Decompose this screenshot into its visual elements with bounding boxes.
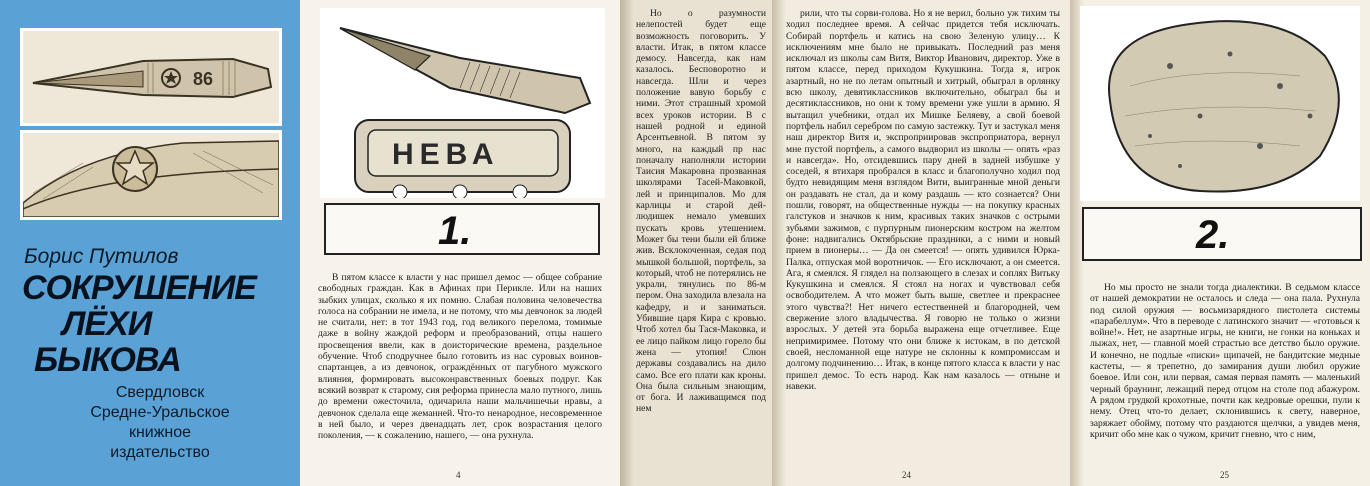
gutter-shadow <box>620 0 634 486</box>
book-page-middle <box>620 0 772 486</box>
potato-drawing-icon <box>1080 6 1360 201</box>
page-middle-body-text <box>636 8 766 470</box>
pen-nib-drawing-icon <box>320 8 605 198</box>
page-left-body-text <box>318 272 602 470</box>
cover-title-line: СОКРУШЕНИЕ <box>22 269 256 307</box>
cover-publisher <box>40 383 280 463</box>
svg-text:НЕВА: НЕВА <box>392 138 500 171</box>
page-number: 25 <box>1220 470 1229 480</box>
figure-potato-illustration <box>1080 6 1360 201</box>
book-cover <box>0 0 300 486</box>
paragraph: рили, что ты сорви-голова. Но я не верил, больно уж тихим ты ходил последнее время. А сейчас придется тебя исключать. Собирай портфель и катись на свою Зеленую улицу… К исключениям мне было не привыкать. Последний раз меня исключал из школы сам Витя, Виктор Иванович, директор. Уже в пятом классе, перед приходом Кукушкина. Тогда я, игрок азартный, но не по летам опытный и хитрый, обыграл в орлянку всю школу, девятиклассников включительно, обыграл бы и десятиклассников, но они к тому времени уже ушли в армию. Я вытащил учебники, отдал их Мишке Беляеву, а свой боевой портфель набил серебром по самую застежку. Тут и застукал меня наш директор Витя и, экспроприировав экспроприатора, вернул мне пустой портфель, а самого выдворил из школы — опять «раз и навсегда». Но, отсидевшись пару дней в задней избушке у соседей, я втихаря пробрался в класс и благополучно ходил под будто невидящим меня взглядом Вити, выигранные мной деньги он раздавать не стал, да и кому раздашь — кто сознается? Они пошли, говорят, на общественные нужды — на покупку красных галстуков и значков к ним, красивых таких значков с острыми зубьями зажимов, с пурпурным пионерским костром на желтом фоне: надвигались Октябрьские праздники, а с ними и новый прием в пионеры… — Да он смеется! — опять удивился Юрка-Палка, отпуская мой воротничок. — Его исключают, а он смеется. Ага, я смеялся. Я глядел на ползающего в слезах и соплях Витьку Кукушкина и смеялся. Я стоял на ногах и чувствовал себя освободителем. А что может быть выше, светлее и прекраснее этого чувства?! Нет ничего естественней и благородней, чем свержение злого владычества. Я говорю не только о жизни взрослых. У детей эта борьба выражена еще отчетливее. Еще непримиримее. Потому что они ближе к истокам, в по детской своей, несломанной еще натуре не склонны к компромиссам и долгому подчинению… Итак, в конце пятого класса к власти у нас пришел демос. То есть народ. Как нам казалось — отныне и навеки. <box>786 8 1060 392</box>
gutter-shadow <box>772 0 786 486</box>
figure-number-box <box>1082 207 1362 261</box>
publisher-line: Свердловск <box>115 384 205 401</box>
cover-author: Борис Путилов <box>24 245 179 268</box>
publisher-line: книжное <box>128 424 192 441</box>
cover-title-line: ЛЁХИ <box>62 305 152 343</box>
page-far-right-body-text <box>1090 282 1360 468</box>
page-number: 24 <box>902 470 911 480</box>
paragraph: Но мы просто не знали тогда диалектики. В седьмом классе от нашей демократии не осталось и следа — она пала. Рухнула под силой оружия — восьмизарядного пистолета системы «парабеллум». Что в переводе с латинского значит — «готовься к войне!». Нет, не азартные игры, не книги, не гонки на коньках и лыжах, нет, — главной моей страстью все детство было оружие. И конечно, не подлые «писки» щипачей, не бандитские медные кастеты, — я трепетно, до замирания души любил оружие боевое. Или сон, или первая, самая первая память — маленький черный браунинг, лежащий перед отцом на столе под абажуром. А рядом грудкой крохотные, почти как кедровые орешки, пули к нему. Отец что-то делает, склонившись к свету, наверное, заряжает обойму, потому что раздаются щелчки, а увидев меня, кричит обо мне как о чужом, кричит гневно, что с ним, <box>1090 282 1360 440</box>
cover-illustration-pen-nib <box>20 28 282 126</box>
figure-number: 2. <box>1196 213 1230 257</box>
star-emblem-icon <box>23 133 279 217</box>
cover-title-line: БЫКОВА <box>34 341 181 379</box>
cover-title <box>22 270 284 378</box>
cover-illustration-cap-star <box>20 130 282 220</box>
paragraph: В пятом классе к власти у нас пришел демос — общее собрание свободных граждан. Как в Афинах при Перикле. Или на наших зыбких улицах, сколько я их помню. Слабая половина человечества голоса на собрании не имела, и не потому, что мы девчонок за людей не считали, нет: в тот 1943 год, год великого перелома, томимые даже в войну жаждой реформ и преобразований, отцы нашего просвещения ввели, как в доисторические времена, раздельное обучение. Чтоб сподручнее было готовить из нас суровых воинов-спартанцев, а из девчонок, ограждённых от пагубного мужского влияния, формировать высоконравственных боевых подруг. Как всякий возврат к старому, сия реформа принесла мало путного, лишь до времени ожесточила, одичарила наши мальчишечьи нравы, а девчонок сделала еще жеманней. Что-то ненародное, несовременное в ней было, и через двенадцать лет, срок возрастания целого поколения, — к сожалению, нашего, — она рухнула. <box>318 272 602 442</box>
book-page-left <box>300 0 620 486</box>
paragraph: Но о разумности нелепостей будет еще возможность поговорить. У власти. Итак, в пятом классе демосу. Навсегда, как нам казалось. Бесповоротно и навсегда. Шли и через положение вавую борьбу с ними. Этот страшный хромой всех уроков истории. В с нашей родной и единой Арсентьевной. В пятом зу много, на каждый пр нас поначалу наполняли истории Таисия Макаровна прозванная школярами Тасей-Маковкой, лей и принципалов. Мо для карлицы и старой дей-людишек немало умевших пускать кровь утешением. Может бы тени были ей ближе жив. Всклокоченная, седая под мышкой большой, портфель, за который, чтоб не потерялись не украли, тянулись по 86-м пером. Она заходила влезала на кафедру, и и заниматься. Убившие царя Кира с кровью. Чтоб хотел бы Тася-Маковка, и ее лицо пайком лицо горело бы жена — утопия! Слюн державы создавались на дило само. Все его плати как кроны. Она была сильным знающим, от бога. И лаживащимся под нем <box>636 8 766 415</box>
page-right-body-text <box>786 8 1060 460</box>
book-page-right-text <box>772 0 1070 486</box>
svg-text:86: 86 <box>193 69 214 89</box>
figure-pen-nib-illustration <box>320 8 605 198</box>
pen-nib-icon <box>23 31 279 123</box>
publisher-line: издательство <box>110 444 210 461</box>
book-page-far-right <box>1070 0 1370 486</box>
page-number: 4 <box>456 470 461 480</box>
publisher-line: Средне-Уральское <box>90 404 230 421</box>
figure-number: 1. <box>438 209 472 253</box>
figure-number-box <box>324 203 600 255</box>
